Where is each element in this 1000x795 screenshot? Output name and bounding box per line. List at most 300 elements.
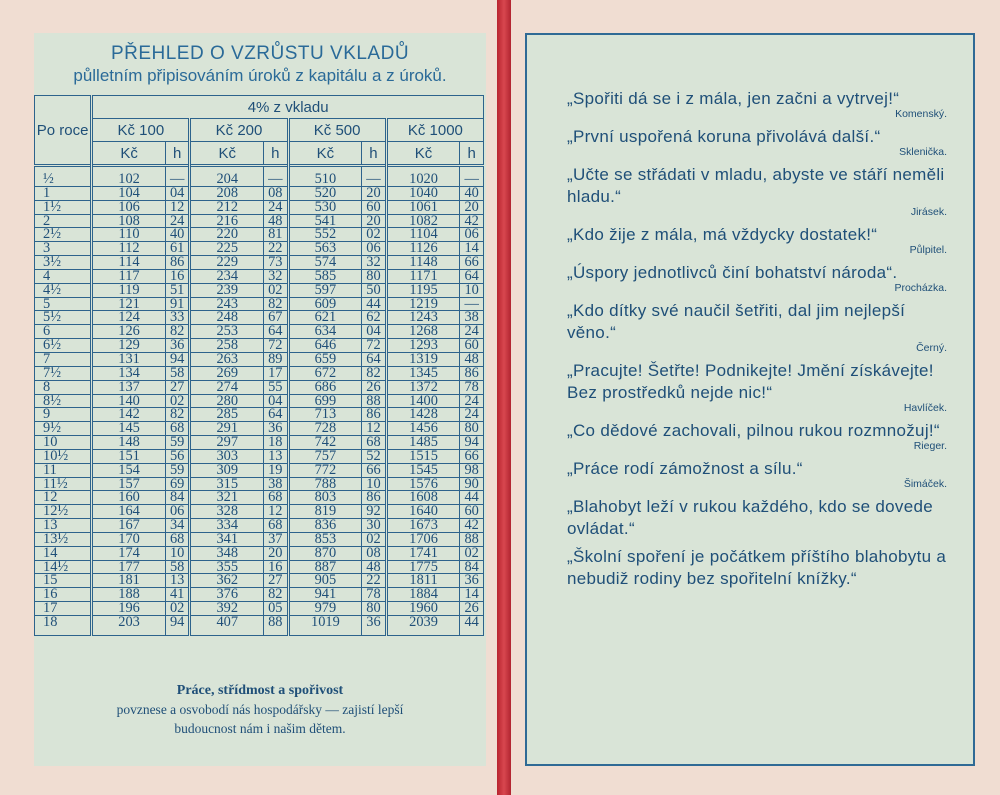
- cell-h: 94: [460, 436, 484, 450]
- cell-h: 59: [165, 463, 190, 477]
- row-period: 4½: [35, 283, 92, 297]
- sub-header: Kč: [288, 142, 362, 166]
- cell-kc: 291: [190, 422, 264, 436]
- cell-kc: 1268: [386, 325, 460, 339]
- cell-h: 20: [362, 214, 387, 228]
- cell-h: 10: [460, 283, 484, 297]
- cell-kc: 1485: [386, 436, 460, 450]
- row-period: 14½: [35, 560, 92, 574]
- cell-kc: 728: [288, 422, 362, 436]
- quote-text: „Práce rodí zámožnost a sílu.“: [567, 459, 803, 478]
- cell-h: 52: [362, 449, 387, 463]
- sub-header: Kč: [190, 142, 264, 166]
- footer-line2: povznese a osvobodí nás hospodářsky — zajistí lepší: [116, 702, 404, 717]
- cell-kc: 121: [92, 297, 166, 311]
- cell-kc: 552: [288, 228, 362, 242]
- cell-kc: 941: [288, 588, 362, 602]
- cell-kc: 148: [92, 436, 166, 450]
- row-period: 2: [35, 214, 92, 228]
- quote-text: „Pracujte! Šetřte! Podnikejte! Jmění získávejte! Bez prostředků nejde nic!“: [567, 361, 934, 402]
- row-period: 10: [35, 436, 92, 450]
- cell-kc: 905: [288, 574, 362, 588]
- cell-kc: 1884: [386, 588, 460, 602]
- cell-h: 72: [264, 339, 289, 353]
- cell-h: 34: [165, 519, 190, 533]
- cell-kc: 563: [288, 242, 362, 256]
- cell-kc: 154: [92, 463, 166, 477]
- cell-h: 48: [460, 352, 484, 366]
- footer-line3: budoucnost nám i našim dětem.: [174, 721, 346, 736]
- cell-kc: 248: [190, 311, 264, 325]
- cell-h: 20: [362, 186, 387, 200]
- sub-header: h: [362, 142, 387, 166]
- cell-h: 80: [362, 602, 387, 616]
- cell-kc: 672: [288, 366, 362, 380]
- quotes-panel: [525, 33, 975, 766]
- cell-h: 82: [264, 588, 289, 602]
- footer-line1: Práce, střídmost a spořivost: [176, 683, 344, 698]
- sub-header: Kč: [92, 142, 166, 166]
- cell-kc: 341: [190, 532, 264, 546]
- cell-h: 02: [264, 283, 289, 297]
- group-header: Kč 1000: [386, 119, 483, 142]
- cell-h: 36: [264, 422, 289, 436]
- row-period: 14: [35, 546, 92, 560]
- cell-kc: 164: [92, 505, 166, 519]
- quote-author: Havlíček.: [903, 402, 947, 414]
- cell-kc: 134: [92, 366, 166, 380]
- cell-kc: 609: [288, 297, 362, 311]
- row-period: 6: [35, 325, 92, 339]
- cell-kc: 1293: [386, 339, 460, 353]
- cell-kc: 253: [190, 325, 264, 339]
- cell-kc: 131: [92, 352, 166, 366]
- quote-item: [567, 300, 947, 354]
- cell-kc: 303: [190, 449, 264, 463]
- cell-kc: 1775: [386, 560, 460, 574]
- cell-kc: 362: [190, 574, 264, 588]
- cell-h: 82: [264, 297, 289, 311]
- quote-item: [567, 126, 947, 158]
- cell-kc: 102: [92, 166, 166, 187]
- cell-kc: 788: [288, 477, 362, 491]
- cell-kc: 140: [92, 394, 166, 408]
- cell-h: 36: [165, 339, 190, 353]
- cell-kc: 137: [92, 380, 166, 394]
- cell-h: 44: [460, 491, 484, 505]
- quote-text: „První uspořená koruna přivolává další.“: [567, 127, 881, 146]
- cell-h: 22: [264, 242, 289, 256]
- row-period: 10½: [35, 449, 92, 463]
- cell-kc: 1126: [386, 242, 460, 256]
- cell-h: 19: [264, 463, 289, 477]
- table-row: [35, 166, 484, 187]
- cell-kc: 713: [288, 408, 362, 422]
- cell-kc: 181: [92, 574, 166, 588]
- row-period: 7½: [35, 366, 92, 380]
- cell-kc: 142: [92, 408, 166, 422]
- cell-kc: 216: [190, 214, 264, 228]
- cell-h: 56: [165, 449, 190, 463]
- cell-kc: 1608: [386, 491, 460, 505]
- cell-h: 02: [362, 228, 387, 242]
- cell-kc: 836: [288, 519, 362, 533]
- cell-kc: 757: [288, 449, 362, 463]
- cell-h: 68: [362, 436, 387, 450]
- cell-kc: 1811: [386, 574, 460, 588]
- cell-kc: 229: [190, 256, 264, 270]
- cell-kc: 1576: [386, 477, 460, 491]
- row-period: 5½: [35, 311, 92, 325]
- cell-h: 22: [362, 574, 387, 588]
- quote-author: Komenský.: [895, 108, 947, 120]
- row-period: 15: [35, 574, 92, 588]
- cell-kc: 196: [92, 602, 166, 616]
- cell-kc: 1082: [386, 214, 460, 228]
- cell-h: 48: [362, 560, 387, 574]
- cell-h: 37: [264, 532, 289, 546]
- table-row: [35, 380, 484, 394]
- cell-kc: 1640: [386, 505, 460, 519]
- cell-h: 84: [165, 491, 190, 505]
- cell-kc: 151: [92, 449, 166, 463]
- cell-h: 51: [165, 283, 190, 297]
- cell-kc: 328: [190, 505, 264, 519]
- cell-kc: 285: [190, 408, 264, 422]
- cell-h: 66: [460, 256, 484, 270]
- cell-kc: 1148: [386, 256, 460, 270]
- cell-kc: 1195: [386, 283, 460, 297]
- cell-h: 60: [460, 339, 484, 353]
- cell-h: 26: [362, 380, 387, 394]
- cell-kc: 106: [92, 200, 166, 214]
- cell-h: 27: [264, 574, 289, 588]
- cell-h: 89: [264, 352, 289, 366]
- cell-kc: 742: [288, 436, 362, 450]
- cell-h: 10: [362, 477, 387, 491]
- cell-kc: 870: [288, 546, 362, 560]
- cell-h: 14: [460, 588, 484, 602]
- cell-h: 17: [264, 366, 289, 380]
- cell-kc: 309: [190, 463, 264, 477]
- cell-kc: 203: [92, 616, 166, 636]
- group-header: Kč 200: [190, 119, 288, 142]
- cell-h: 98: [460, 463, 484, 477]
- cell-kc: 280: [190, 394, 264, 408]
- row-period: 9: [35, 408, 92, 422]
- sub-header: Kč: [386, 142, 460, 166]
- cell-h: 68: [264, 491, 289, 505]
- row-period: 9½: [35, 422, 92, 436]
- cell-kc: 263: [190, 352, 264, 366]
- cell-h: 38: [264, 477, 289, 491]
- cell-h: 60: [460, 505, 484, 519]
- cell-kc: 1345: [386, 366, 460, 380]
- cell-h: 80: [460, 422, 484, 436]
- cell-h: 06: [165, 505, 190, 519]
- cell-kc: 392: [190, 602, 264, 616]
- row-period: 2½: [35, 228, 92, 242]
- cell-kc: 376: [190, 588, 264, 602]
- col-rate: 4% z vkladu: [92, 96, 484, 119]
- row-period: 5: [35, 297, 92, 311]
- cell-kc: 348: [190, 546, 264, 560]
- cell-kc: 160: [92, 491, 166, 505]
- cell-h: 81: [264, 228, 289, 242]
- book-spine: [497, 0, 511, 795]
- cell-h: 40: [165, 228, 190, 242]
- cell-h: 48: [264, 214, 289, 228]
- cell-kc: 355: [190, 560, 264, 574]
- cell-kc: 212: [190, 200, 264, 214]
- cell-kc: 1673: [386, 519, 460, 533]
- cell-h: 86: [460, 366, 484, 380]
- cell-kc: 108: [92, 214, 166, 228]
- cell-kc: 220: [190, 228, 264, 242]
- cell-h: 16: [264, 560, 289, 574]
- table-row: [35, 616, 484, 636]
- row-period: 3: [35, 242, 92, 256]
- row-period: 8: [35, 380, 92, 394]
- cell-kc: 1319: [386, 352, 460, 366]
- cell-h: 91: [165, 297, 190, 311]
- cell-h: 64: [264, 325, 289, 339]
- cell-h: 82: [165, 408, 190, 422]
- row-period: 16: [35, 588, 92, 602]
- cell-kc: 1400: [386, 394, 460, 408]
- cell-kc: 114: [92, 256, 166, 270]
- row-period: 17: [35, 602, 92, 616]
- cell-h: 66: [362, 463, 387, 477]
- cell-kc: 1706: [386, 532, 460, 546]
- cell-h: 94: [165, 616, 190, 636]
- cell-kc: 1741: [386, 546, 460, 560]
- row-period: 11½: [35, 477, 92, 491]
- row-period: 11: [35, 463, 92, 477]
- cell-kc: 772: [288, 463, 362, 477]
- cell-h: 18: [264, 436, 289, 450]
- cell-h: 24: [460, 394, 484, 408]
- page-title: PŘEHLED O VZRŮSTU VKLADŮ: [110, 43, 410, 64]
- quote-text: „Školní spoření je počátkem příštího blahobytu a nebudiž rodiny bez spořitelní knížky.“: [567, 547, 947, 588]
- cell-h: 14: [460, 242, 484, 256]
- cell-kc: 204: [190, 166, 264, 187]
- quote-item: [567, 88, 947, 120]
- quote-text: „Úspory jednotlivců činí bohatství národa“.: [567, 263, 898, 282]
- cell-kc: 321: [190, 491, 264, 505]
- cell-h: 02: [460, 546, 484, 560]
- sub-header: h: [165, 142, 190, 166]
- cell-kc: 979: [288, 602, 362, 616]
- cell-kc: 157: [92, 477, 166, 491]
- cell-h: 33: [165, 311, 190, 325]
- cell-kc: 297: [190, 436, 264, 450]
- cell-kc: 574: [288, 256, 362, 270]
- quote-author: Šimáček.: [903, 478, 947, 490]
- cell-kc: 129: [92, 339, 166, 353]
- cell-kc: 243: [190, 297, 264, 311]
- quote-author: Sklenička.: [899, 146, 947, 158]
- cell-h: 55: [264, 380, 289, 394]
- quote-text: „Kdo dítky své naučil šetřiti, dal jim nejlepší věno.“: [567, 301, 906, 342]
- quote-author: Černý.: [916, 342, 947, 354]
- quote-author: Půlpitel.: [909, 244, 947, 256]
- interest-table: [34, 95, 484, 636]
- cell-kc: 520: [288, 186, 362, 200]
- row-period: ½: [35, 166, 92, 187]
- cell-kc: 315: [190, 477, 264, 491]
- cell-kc: 234: [190, 269, 264, 283]
- cell-kc: 112: [92, 242, 166, 256]
- cell-h: 41: [165, 588, 190, 602]
- cell-h: 08: [264, 186, 289, 200]
- cell-kc: 597: [288, 283, 362, 297]
- cell-kc: 634: [288, 325, 362, 339]
- sub-header: h: [264, 142, 289, 166]
- cell-h: 20: [460, 200, 484, 214]
- cell-kc: 1456: [386, 422, 460, 436]
- cell-h: 08: [362, 546, 387, 560]
- cell-h: 40: [460, 186, 484, 200]
- cell-kc: 686: [288, 380, 362, 394]
- cell-kc: 1515: [386, 449, 460, 463]
- cell-h: 44: [460, 616, 484, 636]
- cell-h: 36: [460, 574, 484, 588]
- cell-kc: 699: [288, 394, 362, 408]
- cell-kc: 1171: [386, 269, 460, 283]
- quote-item: [567, 360, 947, 414]
- quote-item: [567, 420, 947, 452]
- cell-h: 10: [165, 546, 190, 560]
- cell-kc: 1243: [386, 311, 460, 325]
- cell-kc: 1104: [386, 228, 460, 242]
- cell-h: —: [362, 166, 387, 187]
- cell-kc: 1960: [386, 602, 460, 616]
- cell-h: 24: [264, 200, 289, 214]
- cell-h: 80: [362, 269, 387, 283]
- cell-kc: 258: [190, 339, 264, 353]
- cell-kc: 887: [288, 560, 362, 574]
- cell-h: 24: [460, 408, 484, 422]
- cell-h: 13: [264, 449, 289, 463]
- cell-kc: 1040: [386, 186, 460, 200]
- quote-text: „Kdo žije z mála, má vždycky dostatek!“: [567, 225, 878, 244]
- cell-kc: 1428: [386, 408, 460, 422]
- cell-h: 67: [264, 311, 289, 325]
- cell-kc: 510: [288, 166, 362, 187]
- cell-kc: 1020: [386, 166, 460, 187]
- cell-h: 84: [460, 560, 484, 574]
- cell-h: 92: [362, 505, 387, 519]
- cell-h: 32: [264, 269, 289, 283]
- quote-item: [567, 546, 947, 590]
- cell-kc: 145: [92, 422, 166, 436]
- cell-h: 30: [362, 519, 387, 533]
- cell-kc: 225: [190, 242, 264, 256]
- cell-h: —: [264, 166, 289, 187]
- cell-kc: 126: [92, 325, 166, 339]
- cell-kc: 541: [288, 214, 362, 228]
- cell-kc: 1061: [386, 200, 460, 214]
- cell-h: 88: [264, 616, 289, 636]
- cell-h: 68: [165, 422, 190, 436]
- cell-kc: 530: [288, 200, 362, 214]
- cell-kc: 188: [92, 588, 166, 602]
- cell-kc: 803: [288, 491, 362, 505]
- row-period: 7: [35, 352, 92, 366]
- cell-h: 64: [264, 408, 289, 422]
- cell-h: 69: [165, 477, 190, 491]
- cell-h: 36: [362, 616, 387, 636]
- cell-h: 60: [362, 200, 387, 214]
- cell-h: 20: [264, 546, 289, 560]
- cell-h: 27: [165, 380, 190, 394]
- cell-h: 26: [460, 602, 484, 616]
- cell-h: 04: [264, 394, 289, 408]
- cell-h: 24: [460, 325, 484, 339]
- row-period: 1: [35, 186, 92, 200]
- cell-h: 04: [362, 325, 387, 339]
- cell-h: 59: [165, 436, 190, 450]
- cell-kc: 1545: [386, 463, 460, 477]
- cell-kc: 177: [92, 560, 166, 574]
- cell-h: 32: [362, 256, 387, 270]
- quote-item: [567, 164, 947, 218]
- cell-kc: 124: [92, 311, 166, 325]
- cell-kc: 110: [92, 228, 166, 242]
- cell-h: 12: [264, 505, 289, 519]
- quote-text: „Spořiti dá se i z mála, jen začni a vytrvej!“: [567, 89, 900, 108]
- quote-item: [567, 458, 947, 490]
- cell-h: 12: [362, 422, 387, 436]
- cell-kc: 239: [190, 283, 264, 297]
- cell-h: 82: [165, 325, 190, 339]
- cell-h: 02: [165, 602, 190, 616]
- deposit-growth-panel: [34, 33, 486, 766]
- cell-h: 58: [165, 560, 190, 574]
- cell-h: 68: [264, 519, 289, 533]
- row-period: 18: [35, 616, 92, 636]
- cell-h: 78: [362, 588, 387, 602]
- cell-h: 86: [362, 491, 387, 505]
- cell-kc: 170: [92, 532, 166, 546]
- cell-kc: 208: [190, 186, 264, 200]
- cell-h: 86: [165, 256, 190, 270]
- table-row: [35, 463, 484, 477]
- row-period: 4: [35, 269, 92, 283]
- cell-h: 62: [362, 311, 387, 325]
- cell-h: —: [460, 166, 484, 187]
- row-period: 12½: [35, 505, 92, 519]
- cell-kc: 104: [92, 186, 166, 200]
- cell-kc: 659: [288, 352, 362, 366]
- row-period: 8½: [35, 394, 92, 408]
- quote-author: Procházka.: [894, 282, 947, 294]
- cell-h: 82: [362, 366, 387, 380]
- cell-h: 06: [362, 242, 387, 256]
- quote-author: Jirásek.: [910, 206, 947, 218]
- cell-h: 61: [165, 242, 190, 256]
- cell-h: 42: [460, 519, 484, 533]
- cell-h: 24: [165, 214, 190, 228]
- cell-h: —: [460, 297, 484, 311]
- quote-text: „Učte se střádati v mladu, abyste ve stáří neměli hladu.“: [567, 165, 945, 206]
- group-header: Kč 500: [288, 119, 386, 142]
- quote-item: [567, 496, 947, 540]
- quote-text: „Blahobyt leží v rukou každého, kdo se dovede ovládat.“: [567, 497, 933, 538]
- group-header: Kč 100: [92, 119, 190, 142]
- cell-kc: 1019: [288, 616, 362, 636]
